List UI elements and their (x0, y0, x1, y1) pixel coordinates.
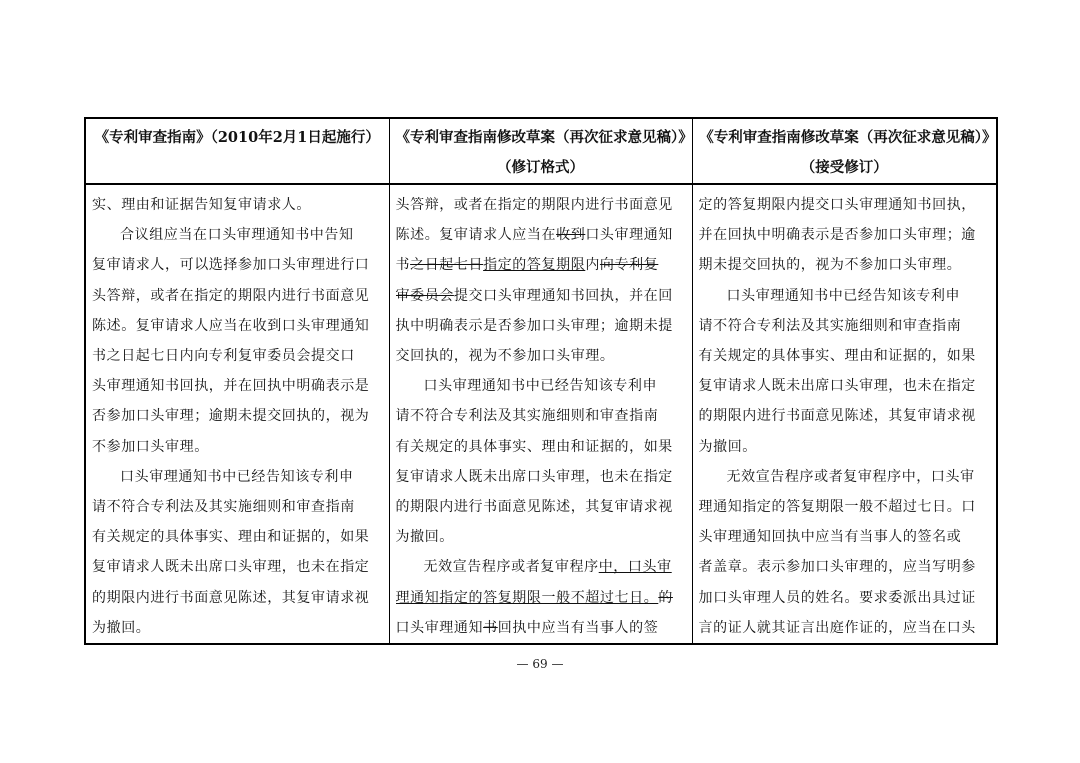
text-segment: 定的答复期限内提交口头审理通知书回执， (698, 197, 976, 213)
text-line (699, 492, 993, 522)
text-segment: 头答辩，或者在指定的期限内进行书面意见 (395, 197, 673, 213)
text-segment: 交回执的，视为不参加口头审理。 (395, 348, 615, 365)
text-segment: 为撤回。 (92, 619, 151, 636)
header-draft-accepted: 《专利审查指南修改草案（再次征求意见稿）》（接受修订） (692, 118, 997, 184)
text-line (396, 552, 688, 582)
text-line (396, 281, 688, 311)
text-segment: 并在回执中明确表示是否参加口头审理；逾 (698, 227, 976, 244)
text-line (396, 190, 688, 220)
text-line (92, 613, 385, 643)
text-line (699, 311, 993, 341)
text-segment: 请不符合专利法及其实施细则和审查指南 (698, 317, 962, 334)
text-segment: 陈述。复审请求人应当在收到口头审理通知 (92, 317, 370, 334)
text-segment: 的期限内进行书面意见陈述，其复审请求视 (92, 589, 370, 606)
text-line (92, 401, 385, 431)
text-line (92, 371, 385, 401)
cell-original-text (85, 184, 389, 644)
text-segment: 书之日起七日内向专利复审委员会提交口 (92, 348, 355, 365)
text-line (396, 311, 688, 341)
text-line (92, 462, 385, 492)
deleted-text: 书 (483, 619, 498, 636)
text-line (699, 552, 993, 582)
text-segment: 否参加口头审理；逾期未提交回执的，视为 (92, 408, 370, 425)
text-segment: 为撤回。 (698, 438, 757, 455)
text-line (92, 522, 385, 552)
text-segment: 口头审理通知书中已经告知该专利申 (120, 468, 354, 485)
text-segment: 请不符合专利法及其实施细则和审查指南 (395, 408, 659, 425)
text-line (396, 341, 688, 371)
text-segment: 无效宣告程序或者复审程序 (423, 559, 599, 576)
text-line (699, 583, 993, 613)
table-header-row (85, 118, 997, 184)
text-line (396, 583, 688, 613)
text-line (699, 220, 993, 250)
text-segment: 复审请求人，可以选择参加口头审理进行口 (92, 257, 370, 274)
text-line (396, 522, 688, 552)
text-segment: 者盖章。表示参加口头审理的，应当写明参 (698, 559, 976, 576)
text-segment: 陈述。复审请求人应当在 (395, 227, 557, 244)
text-line (699, 371, 993, 401)
text-line (396, 462, 688, 492)
text-segment: 的期限内进行书面意见陈述，其复审请求视 (395, 499, 673, 516)
text-segment: 执中明确表示是否参加口头审理；逾期未提 (395, 317, 673, 334)
text-segment: 口头审理通知书中已经告知该专利申 (726, 287, 961, 304)
text-segment: 内 (585, 257, 600, 274)
text-segment: 不参加口头审理。 (92, 438, 209, 455)
text-line (699, 190, 993, 220)
deleted-text: 审委员会 (395, 287, 454, 304)
text-segment: 提交口头审理通知书回执，并在回 (453, 287, 673, 304)
text-segment: 言的证人就其证言出庭作证的，应当在口头 (698, 619, 976, 636)
text-line (396, 432, 688, 462)
text-segment: 复审请求人既未出席口头审理，也未在指定 (698, 378, 976, 395)
text-segment: 有关规定的具体事实、理由和证据的，如果 (698, 348, 976, 365)
text-line (699, 250, 993, 280)
text-line (92, 583, 385, 613)
text-line (396, 613, 688, 643)
cell-tracked-changes-text (389, 184, 692, 644)
text-segment: 头审理通知书回执，并在回执中明确表示是 (92, 378, 370, 395)
text-segment: 回执中应当有当事人的签 (497, 619, 659, 636)
text-line (92, 341, 385, 371)
deleted-text: 向专利复 (599, 257, 659, 274)
text-line (396, 492, 688, 522)
table-body-row (85, 184, 997, 644)
text-line (396, 401, 688, 431)
text-line (699, 462, 993, 492)
text-line (92, 311, 385, 341)
text-line (92, 190, 385, 220)
text-line (92, 250, 385, 280)
text-line (396, 220, 688, 250)
text-segment: 书 (395, 257, 411, 274)
text-segment: 口头审理通知书中已经告知该专利申 (423, 378, 658, 395)
text-segment: 头审理通知回执中应当有当事人的签名或 (698, 529, 962, 546)
text-segment: 有关规定的具体事实、理由和证据的，如果 (395, 438, 673, 455)
text-segment: 复审请求人既未出席口头审理，也未在指定 (395, 468, 673, 485)
text-line (699, 613, 993, 643)
text-line (92, 552, 385, 582)
text-segment: 有关规定的具体事实、理由和证据的，如果 (92, 529, 370, 546)
header-original-guidelines: 《专利审查指南》（2010年2月1日起施行） (85, 118, 389, 184)
text-segment: 为撤回。 (395, 529, 454, 546)
inserted-text: 指定的答复期限 (483, 257, 586, 274)
text-line (92, 220, 385, 250)
cell-accepted-text (692, 184, 997, 644)
inserted-text: 中，口头审 (598, 559, 672, 576)
text-segment: 头答辩，或者在指定的期限内进行书面意见 (92, 287, 370, 304)
text-segment: 口头审理通知 (395, 619, 484, 636)
text-segment: 加口头审理人员的姓名。要求委派出具过证 (698, 589, 976, 606)
text-line (699, 401, 993, 431)
inserted-text: 理通知指定的答复期限一般不超过七日。 (395, 589, 659, 606)
text-segment: 的期限内进行书面意见陈述，其复审请求视 (698, 408, 976, 425)
comparison-table (84, 117, 998, 645)
text-segment: 合议组应当在口头审理通知书中告知 (120, 227, 354, 244)
text-line (396, 250, 688, 280)
text-line (92, 432, 385, 462)
text-segment: 口头审理通知 (585, 227, 673, 244)
text-segment: 复审请求人既未出席口头审理，也未在指定 (92, 559, 370, 576)
deleted-text: 的 (658, 589, 673, 606)
text-line (396, 371, 688, 401)
text-segment: 请不符合专利法及其实施细则和审查指南 (92, 499, 355, 516)
text-segment: 理通知指定的答复期限一般不超过七日。口 (698, 499, 976, 516)
deleted-text: 之日起七日 (410, 257, 484, 274)
text-line (699, 522, 993, 552)
text-line (699, 341, 993, 371)
text-line (92, 492, 385, 522)
text-segment: 无效宣告程序或者复审程序中，口头审 (726, 468, 975, 485)
text-segment: 期未提交回执的，视为不参加口头审理。 (698, 257, 962, 274)
text-line (699, 432, 993, 462)
deleted-text: 收到 (556, 227, 586, 244)
page-number: — 69 — (516, 657, 564, 671)
text-line (699, 281, 993, 311)
header-draft-tracked-changes: 《专利审查指南修改草案（再次征求意见稿）》（修订格式） (389, 118, 692, 184)
text-segment: 实、理由和证据告知复审请求人。 (92, 197, 311, 213)
text-line (92, 281, 385, 311)
